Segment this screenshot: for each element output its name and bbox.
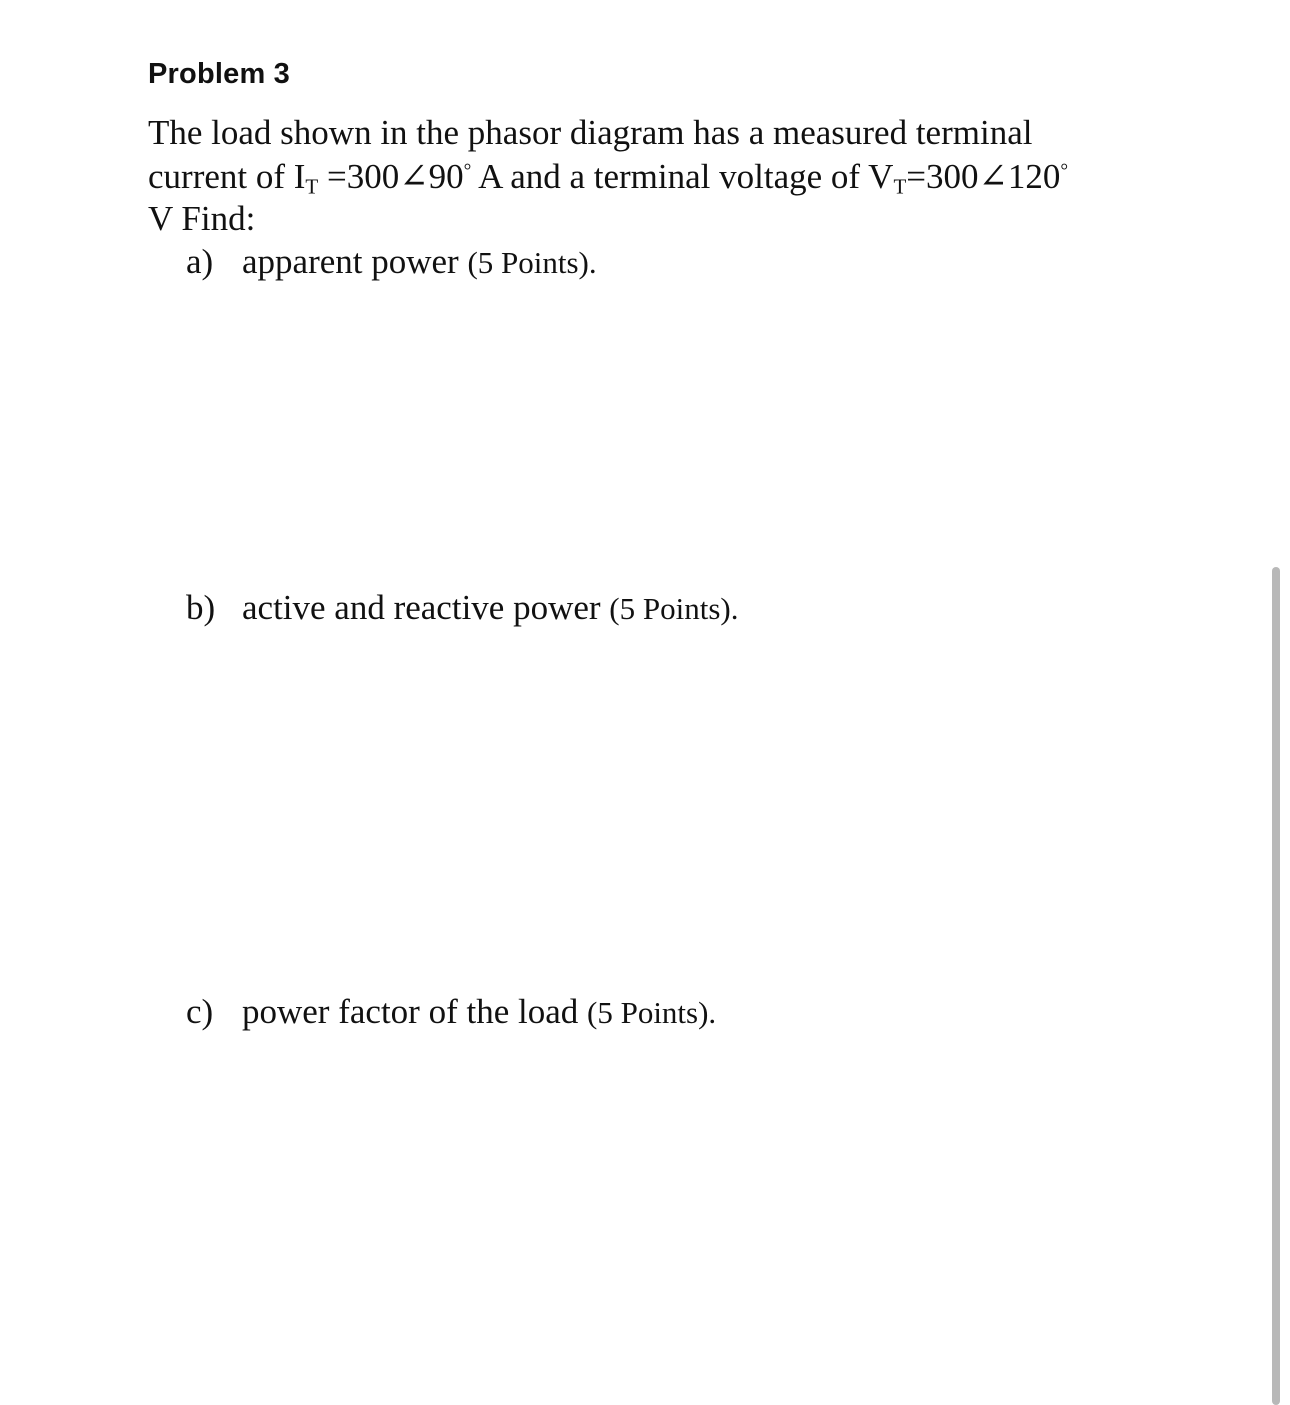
question-text: power factor of the load [242,992,587,1031]
current-subscript: T [305,174,319,199]
problem-statement [148,112,1158,242]
scrollbar-thumb[interactable] [1272,567,1280,1405]
statement-line-1: The load shown in the phasor diagram has a measured terminal [148,113,1033,152]
question-label: a) [186,242,214,281]
problem-heading: Problem 3 [148,58,291,90]
current-degree: ° [463,160,472,182]
question-b [186,588,738,628]
question-label: c) [186,992,214,1031]
statement-line-3: V Find: [148,199,256,238]
question-a [186,242,597,282]
question-label: b) [186,588,216,627]
current-value: =300∠90 [318,157,464,196]
question-points: (5 Points). [467,245,597,280]
voltage-value: =300∠120 [906,157,1061,196]
question-text: active and reactive power [242,588,610,627]
question-points: (5 Points). [609,591,739,626]
statement-line-2 [148,156,1158,198]
question-points: (5 Points). [587,995,717,1030]
voltage-subscript: T [893,174,907,199]
voltage-prefix: A and a terminal voltage of V [471,157,894,196]
current-prefix: current of I [148,157,306,196]
question-c [186,992,716,1032]
voltage-degree: ° [1060,160,1069,182]
question-text: apparent power [242,242,468,281]
